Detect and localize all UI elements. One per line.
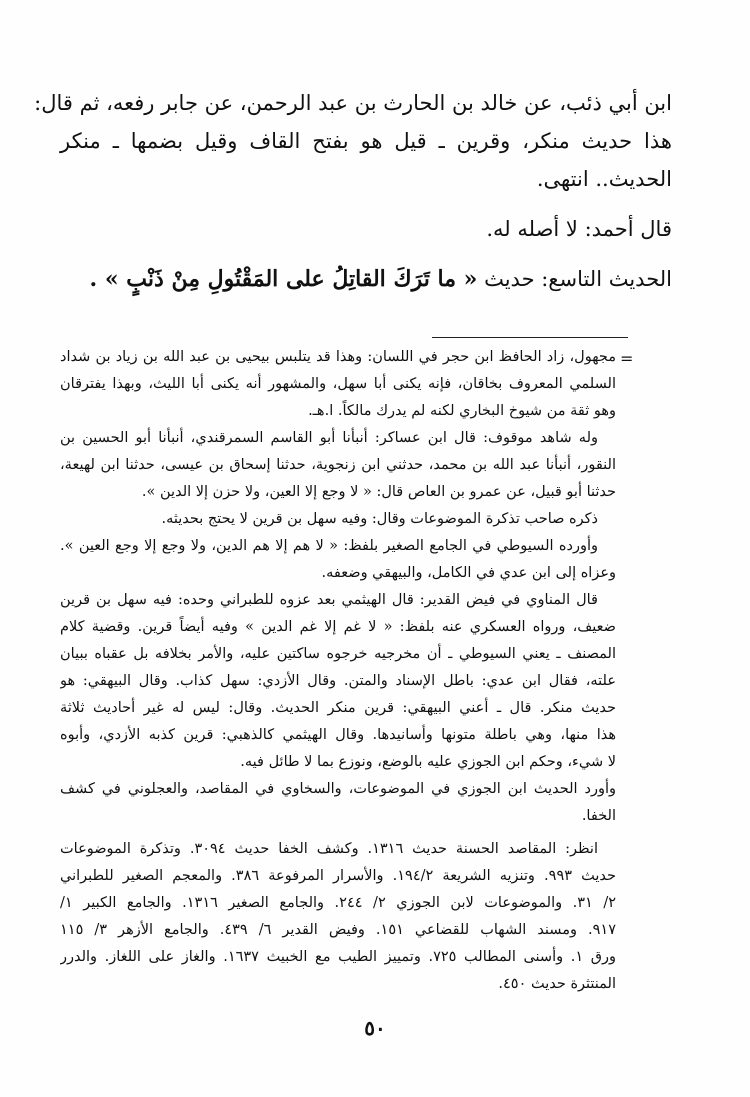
main-line: الحديث.. انتهى. <box>536 167 672 191</box>
footnote-line: وله شاهد موقوف: قال ابن عساكر: أنبأنا أبو القاسم السمرقندي، أنبأنا أبو الحسين بن <box>60 430 598 446</box>
footnote-line: ورق ١. وأسنى المطالب ٧٢٥. وتمييز الطيب مع الخبيث ١٦٣٧. والغاز على اللغاز. والدرر <box>60 949 616 965</box>
footnote-line: المصنف ـ يعني السيوطي ـ أن مخرجيه خرجوه ساكتين عليه، والأمر بخلافه بل عقباه ببيان <box>60 646 616 662</box>
footnote-line: وأورده السيوطي في الجامع الصغير بلفظ: « لا هم إلا هم الدين، ولا وجع إلا وجع العين ». <box>60 538 598 554</box>
footnote-line: حديث ٩٩٣. وتنزيه الشريعة ١٩٤/٢. والأسرار المرفوعة ٣٨٦. والمعجم الصغير للطبراني <box>60 868 616 884</box>
footnote-line: لا شيء، وحكم ابن الجوزي عليه بالوضع، ونوزع بما لا طائل فيه. <box>240 754 616 770</box>
footnote-line: وهو ثقة من شيوخ البخاري لكنه لم يدرك مالكاً. ا.هـ. <box>308 403 616 419</box>
footnotes <box>60 344 616 998</box>
ninth-hadith-heading <box>60 260 672 298</box>
footnote-line: وعزاه إلى ابن عدي في الكامل، والبيهقي وضعفه. <box>321 565 616 581</box>
footnote-line: النقور، أنبأنا عبد الله بن محمد، حدثني ابن زنجوية، حدثنا إسحاق بن عيسى، حدثنا ابن لهيعة، <box>60 457 616 473</box>
ahmad-statement: قال أحمد: لا أصله له. <box>486 217 672 241</box>
footnote-line: ٩١٧. ومسند الشهاب للقضاعي ١٥١. وفيض القدير ٦/ ٤٣٩. والجامع الأزهر ٣/ ١١٥ <box>60 922 616 938</box>
footnote-line: انظر: المقاصد الحسنة حديث ١٣١٦. وكشف الخفا حديث ٣٠٩٤. وتذكرة الموضوعات <box>60 841 598 857</box>
ninth-hadith-quote: « ما تَرَكَ القاتِلُ على المَقْتُولِ مِنْ ذَنْبٍ » . <box>89 266 478 292</box>
footnote-line: مجهول، زاد الحافظ ابن حجر في اللسان: وهذا قد يتلبس بيحيى بن عبد الله بن زياد بن شداد <box>60 349 616 365</box>
footnote-line: ٢/ ٣١. والموضوعات لابن الجوزي ٢/ ٢٤٤. والجامع الصغير ١٣١٦. والجامع الكبير ١/ <box>60 895 616 911</box>
footnote-line: ضعيف، ورواه العسكري عنه بلفظ: « لا غم إلا غم الدين » وفيه أيضاً قرين. وقضية كلام <box>60 619 616 635</box>
footnote-line: ذكره صاحب تذكرة الموضوعات وقال: وفيه سهل بن قرين لا يحتج بحديثه. <box>161 511 598 527</box>
footnote-line: حديث منكر. قال ـ أعني البيهقي: قرين منكر الحديث. وقال: ليس له غير أحاديث ثلاثة <box>60 700 616 716</box>
footnote-separator <box>432 337 628 338</box>
footnote-line: المنتثرة حديث ٤٥٠. <box>498 976 616 992</box>
footnote-line: الخفا. <box>581 808 616 824</box>
footnote-line: علته، فقال ابن عدي: باطل الإسناد والمتن. وقال الأزدي: سهل كذاب. وقال البيهقي: هو <box>60 673 616 689</box>
footnote-line: وأورد الحديث ابن الجوزي في الموضوعات، والسخاوي في المقاصد، والعجلوني في كشف <box>60 781 616 797</box>
ninth-hadith-label: الحديث التاسع: حديث <box>484 267 672 291</box>
page-number: ٥٠ <box>364 1016 386 1040</box>
footnote-continuation-mark: = <box>620 349 634 368</box>
footnote-line: هذا منها، وهي باطلة متونها وأسانيدها. وقال الهيثمي كالذهبي: قرين كذبه الأزدي، وأبوه <box>60 727 616 743</box>
footnote-line: حدثنا أبو قبيل، عن عمرو بن العاص قال: « لا وجع إلا العين، ولا حزن إلا الدين ». <box>141 484 616 500</box>
main-line: هذا حديث منكر، وقرين ـ قيل هو بفتح القاف وقيل بضمها ـ منكر <box>60 129 672 153</box>
footnote-line: قال المناوي في فيض القدير: قال الهيثمي بعد عزوه للطبراني وحده: فيه سهل بن قرين <box>60 592 598 608</box>
main-text <box>34 84 672 298</box>
main-line: ابن أبي ذئب، عن خالد بن الحارث بن عبد الرحمن، عن جابر رفعه، ثم قال: <box>34 91 672 115</box>
footnote-line: السلمي المعروف بخاقان، فإنه يكنى أبا سهل، والمشهور أنه يكنى أبا الليث، وبهذا يفترقان <box>60 376 616 392</box>
